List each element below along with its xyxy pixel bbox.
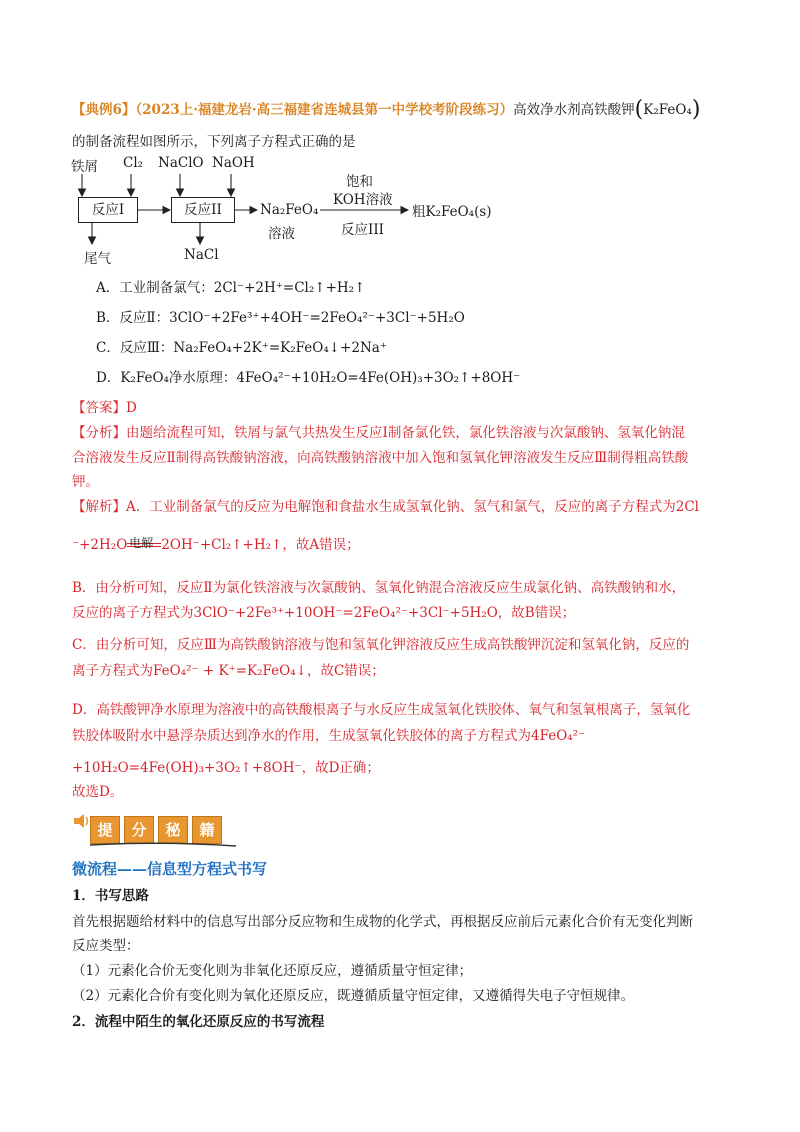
answer-label: 【答案】 <box>72 400 126 416</box>
tips-char-2: 分 <box>124 816 154 844</box>
reaction3-label: 反应III <box>341 222 384 238</box>
explanation-d-line2: 铁胶体吸附水中悬浮杂质达到净水的作用，生成氢氧化铁胶体的离子方程式为4FeO₄²⁻ <box>72 728 586 744</box>
question-source: （2023上·福建龙岩·高三福建省连城县第一中学校考阶段练习） <box>135 102 514 118</box>
final-product: 粗K₂FeO₄(s) <box>412 204 492 220</box>
answer-value: D <box>126 400 137 416</box>
intermediate-solution: 溶液 <box>268 226 295 242</box>
example-tag: 【典例6】 <box>72 102 136 118</box>
tips-char-1: 提 <box>90 816 120 844</box>
section-para-1-line1: 首先根据题给材料中的信息写出部分反应物和生成物的化学式，再根据反应前后元素化合价有无变化判断 <box>72 914 693 930</box>
section-heading-1: 1．书写思路 <box>72 888 149 904</box>
stem-formula: K₂FeO₄ <box>643 102 692 118</box>
explanation-conclusion: 故选D。 <box>72 784 124 800</box>
option-d: D．K₂FeO₄净水原理：4FeO₄²⁻+10H₂O=4Fe(OH)₃+3O₂↑+8OH⁻ <box>96 370 521 386</box>
speaker-icon <box>72 812 92 830</box>
analysis-line-1: 【分析】由题给流程可知，铁屑与氯气共热发生反应Ⅰ制备氯化铁，氯化铁溶液与次氯酸钠、氢氧化钠混 <box>72 425 685 441</box>
input-iron-filings: 铁屑 <box>71 159 98 175</box>
answer <box>72 398 732 418</box>
section-item-2: （2）元素化合价有变化则为氧化还原反应，既遵循质量守恒定律，又遵循得失电子守恒规律。 <box>72 988 635 1004</box>
question-header: 【典例6】（2023上·福建龙岩·高三福建省连城县第一中学校考阶段练习）高效净水剂高铁酸钾(K₂FeO₄) <box>72 97 701 122</box>
explanation-c-line2: 离子方程式为FeO₄²⁻ + K⁺=K₂FeO₄↓，故C错误； <box>72 663 385 679</box>
final-product-formula: K₂FeO₄(s) <box>425 204 492 220</box>
explanation-b-line1: B．由分析可知，反应Ⅱ为氯化铁溶液与次氯酸钠、氢氧化钠混合溶液反应生成氯化钠、高铁酸钠和水， <box>72 580 686 596</box>
question-stem-start: 高效净水剂高铁酸钾 <box>513 102 635 118</box>
explanation-c-line1: C．由分析可知，反应Ⅲ为高铁酸钠溶液与饱和氢氧化钾溶液反应生成高铁酸钾沉淀和氢氧化钠，反应的 <box>72 637 690 653</box>
intermediate-formula: Na₂FeO₄ <box>260 202 319 218</box>
explanation-label: 【解析】 <box>72 499 126 515</box>
section-item-1: （1）元素化合价无变化则为非氧化还原反应，遵循质量守恒定律； <box>72 963 473 979</box>
reaction1-box: 反应I <box>78 197 138 223</box>
tips-char-3: 秘 <box>158 816 188 844</box>
nacl-label: NaCl <box>184 247 219 263</box>
option-c: C．反应Ⅲ：Na₂FeO₄+2K⁺=K₂FeO₄↓+2Na⁺ <box>96 340 387 356</box>
question-stem-line2: 的制备流程如图所示，下列离子方程式正确的是 <box>72 134 356 150</box>
explanation-d-line3: +10H₂O=4Fe(OH)₃+3O₂↑+8OH⁻，故D正确； <box>72 760 380 776</box>
section-heading-2: 2．流程中陌生的氧化还原反应的书写流程 <box>72 1014 325 1030</box>
explanation-b-line2: 反应的离子方程式为3ClO⁻+2Fe³⁺+10OH⁻=2FeO₄²⁻+3Cl⁻+5H₂O，故B错误； <box>72 605 576 621</box>
waste-gas-label: 尾气 <box>84 251 111 267</box>
section-title: 微流程——信息型方程式书写 <box>72 860 268 878</box>
reaction2-box: 反应II <box>171 197 235 223</box>
option-b: B．反应Ⅱ：3ClO⁻+2Fe³⁺+4OH⁻=2FeO₄²⁻+3Cl⁻+5H₂O <box>96 310 465 326</box>
input-naclo: NaClO <box>158 155 204 171</box>
input-chlorine: Cl₂ <box>123 155 144 171</box>
reagent-koh: KOH溶液 <box>333 192 393 208</box>
reagent-saturated: 饱和 <box>346 174 373 190</box>
input-naoh: NaOH <box>212 155 255 171</box>
analysis-line-3: 钾。 <box>72 474 99 490</box>
analysis-label: 【分析】 <box>72 425 126 441</box>
section-para-1-line2: 反应类型： <box>72 938 140 954</box>
explanation-d-line1: D．高铁酸钾净水原理为溶液中的高铁酸根离子与水反应生成氢氧化铁胶体、氧气和氢氧根离子，氢氧化 <box>72 702 691 718</box>
tips-char-4: 籍 <box>192 816 222 844</box>
explanation-a-line1: 【解析】A．工业制备氯气的反应为电解饱和食盐水生成氢氧化钠、氢气和氯气，反应的离子方程式为2Cl <box>72 499 699 515</box>
option-a: A．工业制备氯气：2Cl⁻+2H⁺=Cl₂↑+H₂↑ <box>96 280 366 296</box>
explanation-a-line2: ⁻+2H₂O 电解 2OH⁻+Cl₂↑+H₂↑，故A错误； <box>72 536 360 553</box>
flowchart-arrows <box>0 0 800 300</box>
analysis-line-2: 合溶液发生反应Ⅱ制得高铁酸钠溶液，向高铁酸钠溶液中加入饱和氢氧化钾溶液发生反应Ⅲ制得粗高铁酸 <box>72 450 689 466</box>
tips-underline <box>88 840 238 850</box>
